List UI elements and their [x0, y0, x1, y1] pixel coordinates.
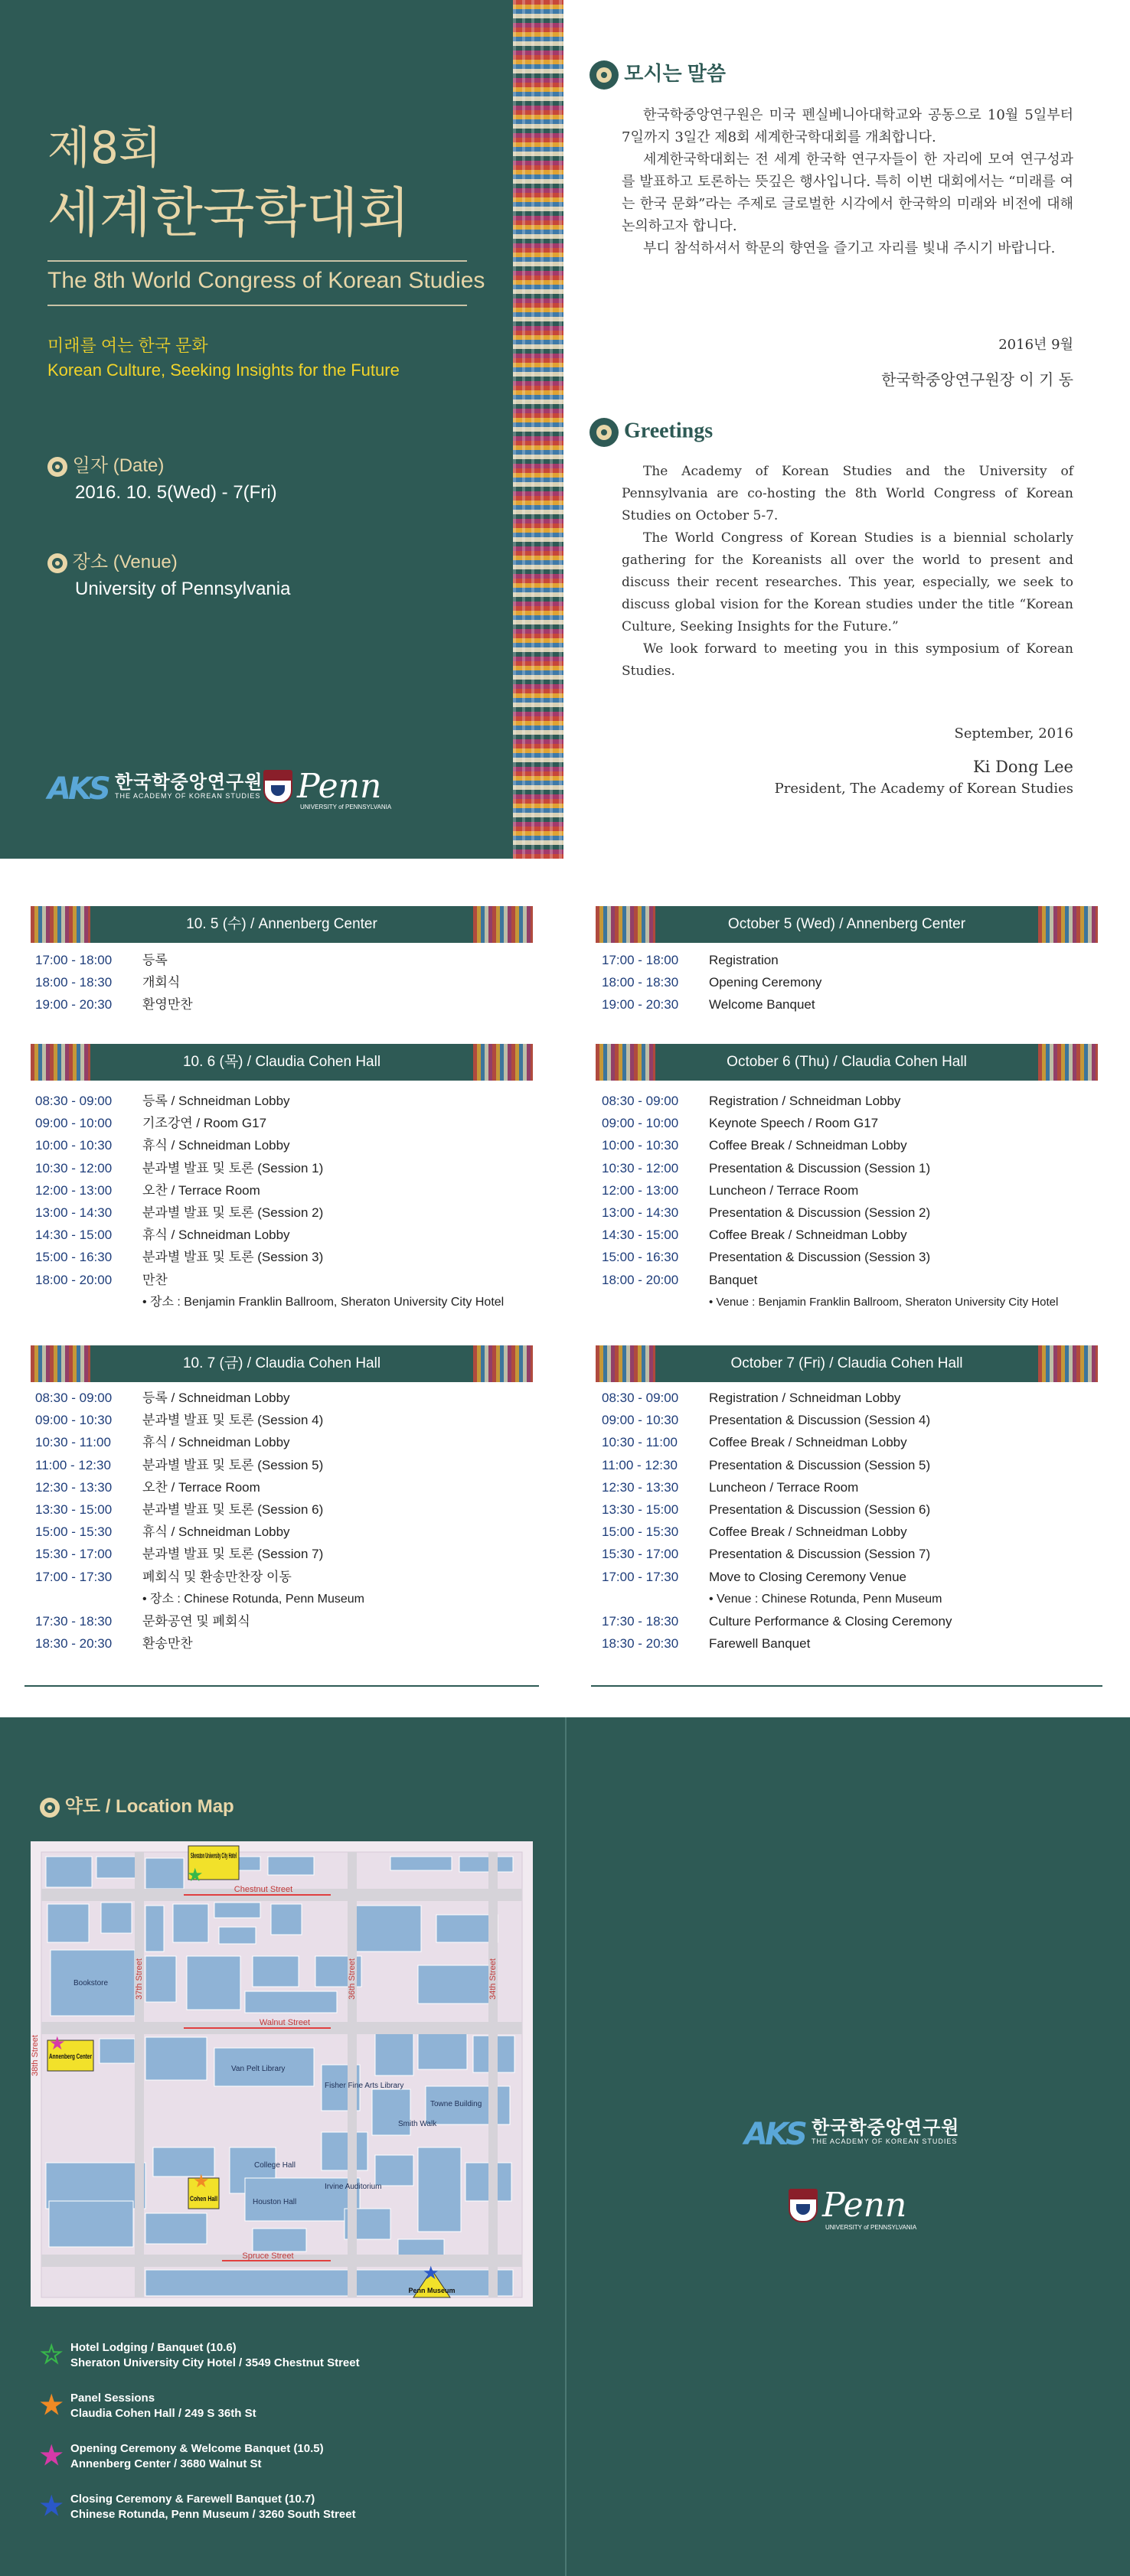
- schedule-row: 10:00 - 10:30 휴식 / Schneidman Lobby: [35, 1138, 290, 1153]
- legend-line1: Opening Ceremony & Welcome Banquet (10.5): [70, 2442, 324, 2455]
- welcome-en-p2: The World Congress of Korean Studies is a biennial scholarly gathering for the Koreanists all over the world to present and discuss their recent researches. This year, especially, we seek to discuss global vision for the Korean studies under the title “Korean Culture, Seeking Insights for the Future.”: [622, 530, 1073, 634]
- schedule-en-day1: [602, 949, 821, 1016]
- schedule-row: 10:30 - 11:00 휴식 / Schneidman Lobby: [35, 1435, 290, 1450]
- schedule-row: 18:00 - 18:30 개회식: [35, 975, 181, 990]
- pattern-band: [513, 0, 563, 859]
- penn-name: Penn: [297, 767, 382, 806]
- schedule-row: 14:30 - 15:00 Coffee Break / Schneidman Lobby: [602, 1228, 907, 1243]
- emblem-icon: [40, 1798, 60, 1818]
- theme-en: Korean Culture, Seeking Insights for the Future: [47, 360, 400, 380]
- schedule-ko-day3: [35, 1387, 364, 1655]
- schedule-row: 18:30 - 20:30 Farewell Banquet: [602, 1636, 811, 1652]
- schedule-row: 09:00 - 10:30 Presentation & Discussion (Session 4): [602, 1413, 931, 1428]
- map-building: Houston Hall: [253, 2198, 297, 2206]
- map-label-smith: Smith Walk: [398, 2120, 437, 2128]
- map-panel: [0, 1717, 565, 2576]
- legend-item-opening: [40, 2441, 324, 2472]
- schedule-note: • Venue : Chinese Rotunda, Penn Museum: [709, 1592, 942, 1606]
- legend-line1: Hotel Lodging / Banquet (10.6): [70, 2341, 237, 2354]
- map-label-spruce: Spruce Street: [242, 2252, 294, 2261]
- schedule-row: 09:00 - 10:30 분과별 발표 및 토론 (Session 4): [35, 1413, 324, 1428]
- schedule-row: 15:00 - 15:30 휴식 / Schneidman Lobby: [35, 1524, 290, 1540]
- schedule-row: 19:00 - 20:30 환영만찬: [35, 997, 193, 1012]
- map-label-36th: 36th Street: [348, 1958, 357, 2000]
- schedule-row: 17:00 - 18:00 Registration: [602, 953, 779, 967]
- aks-logo: [47, 770, 263, 807]
- title-rule-2: [47, 305, 467, 306]
- penn-sub: UNIVERSITY of PENNSYLVANIA: [300, 804, 392, 810]
- schedule-en-day2-header: October 6 (Thu) / Claudia Cohen Hall: [596, 1044, 1098, 1081]
- emblem-icon: [47, 457, 67, 477]
- schedule-en-rule: [591, 1685, 1102, 1687]
- schedule-row: 12:30 - 13:30 Luncheon / Terrace Room: [602, 1479, 859, 1495]
- date-label-row: [47, 450, 164, 477]
- venue-label: 장소 (Venue): [72, 552, 178, 572]
- map-section: [0, 1717, 1130, 2576]
- schedule-row: 13:00 - 14:30 Presentation & Discussion (Session 2): [602, 1205, 931, 1220]
- aks-name-ko: 한국학중앙연구원: [812, 2117, 960, 2138]
- schedule-row: 15:30 - 17:00 분과별 발표 및 토론 (Session 7): [35, 1547, 324, 1562]
- emblem-icon: [589, 60, 619, 90]
- welcome-en-heading: Greetings: [624, 419, 714, 443]
- schedule-row: 08:30 - 09:00 Registration / Schneidman Lobby: [602, 1094, 901, 1108]
- schedule-note: • 장소 : Benjamin Franklin Ballroom, Sheraton University City Hotel: [142, 1295, 505, 1309]
- legend-line2: Annenberg Center / 3680 Walnut St: [70, 2457, 262, 2470]
- map-building: College Hall: [254, 2161, 296, 2170]
- schedule-row: 15:30 - 17:00 Presentation & Discussion (Session 7): [602, 1547, 931, 1562]
- date-value: 2016. 10. 5(Wed) - 7(Fri): [75, 482, 277, 503]
- schedule-row: 13:30 - 15:00 분과별 발표 및 토론 (Session 6): [35, 1502, 324, 1517]
- schedule-en-day1-header: October 5 (Wed) / Annenberg Center: [596, 906, 1098, 943]
- schedule-row: 17:00 - 17:30 Move to Closing Ceremony Venue: [602, 1569, 906, 1584]
- schedule-row: 09:00 - 10:00 Keynote Speech / Room G17: [602, 1116, 879, 1131]
- legend-item-hotel: [40, 2340, 360, 2371]
- title-ko-line1: 제8회: [47, 122, 162, 174]
- aks-mark: AKS: [47, 771, 108, 807]
- aks-name-en: THE ACADEMY OF KOREAN STUDIES: [115, 792, 261, 801]
- schedule-ko-day1-header: 10. 5 (수) / Annenberg Center: [31, 906, 533, 943]
- cover-panel: [0, 0, 513, 859]
- schedule-row: 11:00 - 12:30 분과별 발표 및 토론 (Session 5): [35, 1457, 324, 1472]
- title-ko-line2: 세계한국학대회: [47, 181, 410, 244]
- penn-sub: UNIVERSITY of PENNSYLVANIA: [825, 2224, 917, 2231]
- legend-line1: Closing Ceremony & Farewell Banquet (10.7): [70, 2493, 315, 2506]
- map-label-38th: 38th Street: [31, 2035, 40, 2076]
- schedule-section: [0, 859, 1130, 1717]
- welcome-en-body: [622, 461, 1073, 683]
- penn-shield-icon: [263, 770, 292, 804]
- welcome-ko-body: [622, 104, 1073, 259]
- emblem-icon: [589, 418, 619, 447]
- title-rule: [47, 260, 467, 262]
- penn-logo-back: [789, 2186, 906, 2225]
- marker-annenberg-label: Annenberg Center: [49, 2053, 93, 2060]
- welcome-en-name: Ki Dong Lee: [972, 758, 1073, 776]
- map-building: Van Pelt Library: [231, 2065, 286, 2073]
- legend-line2: Chinese Rotunda, Penn Museum / 3260 South Street: [70, 2508, 356, 2521]
- map-label-chestnut: Chestnut Street: [234, 1885, 293, 1894]
- welcome-en-p3: We look forward to meeting you in this symposium of Korean Studies.: [622, 641, 1073, 679]
- schedule-row: 09:00 - 10:00 기조강연 / Room G17: [35, 1116, 267, 1131]
- aks-mark: AKS: [744, 2117, 805, 2152]
- schedule-row: 14:30 - 15:00 휴식 / Schneidman Lobby: [35, 1228, 290, 1243]
- welcome-ko-p2: 세계한국학대회는 전 세계 한국학 연구자들이 한 자리에 모여 연구성과를 발표하고 토론하는 뜻깊은 행사입니다. 특히 이번 대회에서는 “미래를 여는 한국 문화”라는 주제로 글로벌한 시각에서 한국학의 미래와 비전에 대해 논의하고자 합니다.: [622, 152, 1073, 234]
- welcome-ko-date: 2016년 9월: [998, 337, 1073, 353]
- marker-cohen-label: Cohen Hall: [190, 2195, 217, 2203]
- welcome-ko-p3: 부디 참석하셔서 학문의 향연을 즐기고 자리를 빛내 주시기 바랍니다.: [643, 240, 1056, 256]
- schedule-ko-day1: [35, 949, 193, 1016]
- schedule-row: 15:00 - 16:30 분과별 발표 및 토론 (Session 3): [35, 1250, 324, 1265]
- schedule-row: 18:30 - 20:30 환송만찬: [35, 1636, 193, 1652]
- schedule-row: 13:00 - 14:30 분과별 발표 및 토론 (Session 2): [35, 1205, 324, 1220]
- welcome-en-date: September, 2016: [954, 726, 1073, 742]
- schedule-note: • Venue : Benjamin Franklin Ballroom, Sheraton University City Hotel: [709, 1295, 1059, 1309]
- venue-label-row: [47, 546, 178, 573]
- schedule-row: 10:00 - 10:30 Coffee Break / Schneidman Lobby: [602, 1138, 907, 1153]
- schedule-ko-day2-header: 10. 6 (목) / Claudia Cohen Hall: [31, 1044, 533, 1081]
- aks-name-ko: 한국학중앙연구원: [115, 771, 263, 793]
- map-label-37th: 37th Street: [135, 1958, 144, 2000]
- schedule-note: • 장소 : Chinese Rotunda, Penn Museum: [142, 1592, 364, 1606]
- venue-value: University of Pennsylvania: [75, 579, 291, 599]
- schedule-row: 12:30 - 13:30 오찬 / Terrace Room: [35, 1479, 260, 1495]
- marker-opening-star-icon: ★: [49, 2033, 66, 2054]
- welcome-ko-signature: 한국학중앙연구원장 이 기 동: [881, 370, 1073, 389]
- penn-shield-icon: [789, 2189, 818, 2222]
- schedule-row: 18:00 - 20:00 Banquet: [602, 1272, 758, 1287]
- welcome-ko-heading-row: [589, 58, 726, 90]
- marker-museum-label: Penn Museum: [408, 2287, 456, 2294]
- map-building: Towne Building: [430, 2100, 482, 2108]
- schedule-row: 17:00 - 17:30 폐회식 및 환송만찬장 이동: [35, 1569, 292, 1584]
- schedule-ko-day2: [35, 1090, 504, 1313]
- schedule-en-day3: [602, 1387, 952, 1655]
- legend-line2: Sheraton University City Hotel / 3549 Chestnut Street: [70, 2356, 360, 2369]
- marker-closing-star-icon: ★: [423, 2263, 439, 2284]
- schedule-row: 18:00 - 18:30 Opening Ceremony: [602, 975, 822, 990]
- map-building: Fisher Fine Arts Library: [325, 2082, 404, 2090]
- theme-ko: 미래를 여는 한국 문화: [47, 336, 208, 355]
- emblem-icon: [47, 553, 67, 573]
- schedule-row: 08:30 - 09:00 Registration / Schneidman Lobby: [602, 1391, 901, 1405]
- schedule-row: 12:00 - 13:00 오찬 / Terrace Room: [35, 1182, 260, 1198]
- green-star-icon: ☆: [40, 2340, 64, 2369]
- schedule-en-day2: [602, 1090, 1058, 1313]
- penn-name: Penn: [822, 2186, 907, 2225]
- marker-hotel-star-icon: ★: [187, 1865, 204, 1886]
- legend-line2: Claudia Cohen Hall / 249 S 36th St: [70, 2407, 256, 2420]
- map-building: Irvine Auditorium: [325, 2183, 382, 2191]
- schedule-row: 17:30 - 18:30 Culture Performance & Closing Ceremony: [602, 1613, 952, 1629]
- orange-star-icon: ★: [40, 2391, 64, 2420]
- schedule-row: 13:30 - 15:00 Presentation & Discussion (Session 6): [602, 1502, 931, 1517]
- legend-item-panel: [40, 2391, 256, 2421]
- schedule-en-day3-header: October 7 (Fri) / Claudia Cohen Hall: [596, 1345, 1098, 1382]
- schedule-ko-rule: [24, 1685, 539, 1687]
- aks-name-en: THE ACADEMY OF KOREAN STUDIES: [812, 2137, 958, 2146]
- schedule-ko-day3-header: 10. 7 (금) / Claudia Cohen Hall: [31, 1345, 533, 1382]
- schedule-row: 19:00 - 20:30 Welcome Banquet: [602, 997, 815, 1012]
- blue-star-icon: ★: [40, 2492, 64, 2521]
- map-building: Bookstore: [73, 1979, 109, 1987]
- map-heading-row: [40, 1791, 234, 1818]
- map-label-walnut: Walnut Street: [259, 2018, 311, 2027]
- map-svg: [31, 1841, 533, 2307]
- legend-item-closing: [40, 2492, 356, 2522]
- map-heading: 약도 / Location Map: [64, 1796, 234, 1817]
- schedule-row: 17:30 - 18:30 문화공연 및 폐회식: [35, 1613, 250, 1629]
- back-cover-panel: [567, 1717, 1130, 2576]
- schedule-row: 15:00 - 15:30 Coffee Break / Schneidman Lobby: [602, 1524, 907, 1540]
- welcome-en-heading-row: [589, 418, 713, 447]
- legend-line1: Panel Sessions: [70, 2392, 155, 2405]
- magenta-star-icon: ★: [40, 2441, 64, 2470]
- title-en: The 8th World Congress of Korean Studies: [47, 268, 485, 293]
- schedule-row: 15:00 - 16:30 Presentation & Discussion (Session 3): [602, 1250, 931, 1265]
- aks-logo-back: [744, 2115, 960, 2152]
- welcome-en-p1: The Academy of Korean Studies and the University of Pennsylvania are co-hosting the 8th World Congress of Korean Studies on October 5-7.: [622, 464, 1073, 523]
- schedule-row: 17:00 - 18:00 등록: [35, 953, 168, 967]
- schedule-row: 18:00 - 20:00 만찬: [35, 1272, 168, 1287]
- schedule-row: 08:30 - 09:00 등록 / Schneidman Lobby: [35, 1094, 290, 1108]
- marker-sheraton-label: Sheraton University City Hotel: [191, 1852, 237, 1860]
- map-label-34th: 34th Street: [488, 1958, 498, 2000]
- cover-section: [0, 0, 1130, 859]
- marker-panel-star-icon: ★: [193, 2171, 210, 2192]
- welcome-en-title: President, The Academy of Korean Studies: [774, 781, 1073, 797]
- schedule-row: 11:00 - 12:30 Presentation & Discussion (Session 5): [602, 1457, 931, 1472]
- theme: [47, 334, 400, 383]
- location-map: [31, 1841, 533, 2307]
- schedule-row: 10:30 - 11:00 Coffee Break / Schneidman Lobby: [602, 1435, 907, 1450]
- schedule-row: 08:30 - 09:00 등록 / Schneidman Lobby: [35, 1391, 290, 1405]
- welcome-ko-heading: 모시는 말씀: [624, 62, 727, 85]
- schedule-row: 10:30 - 12:00 분과별 발표 및 토론 (Session 1): [35, 1160, 324, 1176]
- welcome-ko-p1: 한국학중앙연구원은 미국 펜실베니아대학교와 공동으로 10월 5일부터 7일까지 3일간 제8회 세계한국학대회를 개최합니다.: [622, 107, 1073, 145]
- schedule-row: 12:00 - 13:00 Luncheon / Terrace Room: [602, 1182, 859, 1198]
- penn-logo: [263, 767, 381, 806]
- schedule-row: 10:30 - 12:00 Presentation & Discussion (Session 1): [602, 1160, 931, 1176]
- date-label: 일자 (Date): [72, 455, 165, 476]
